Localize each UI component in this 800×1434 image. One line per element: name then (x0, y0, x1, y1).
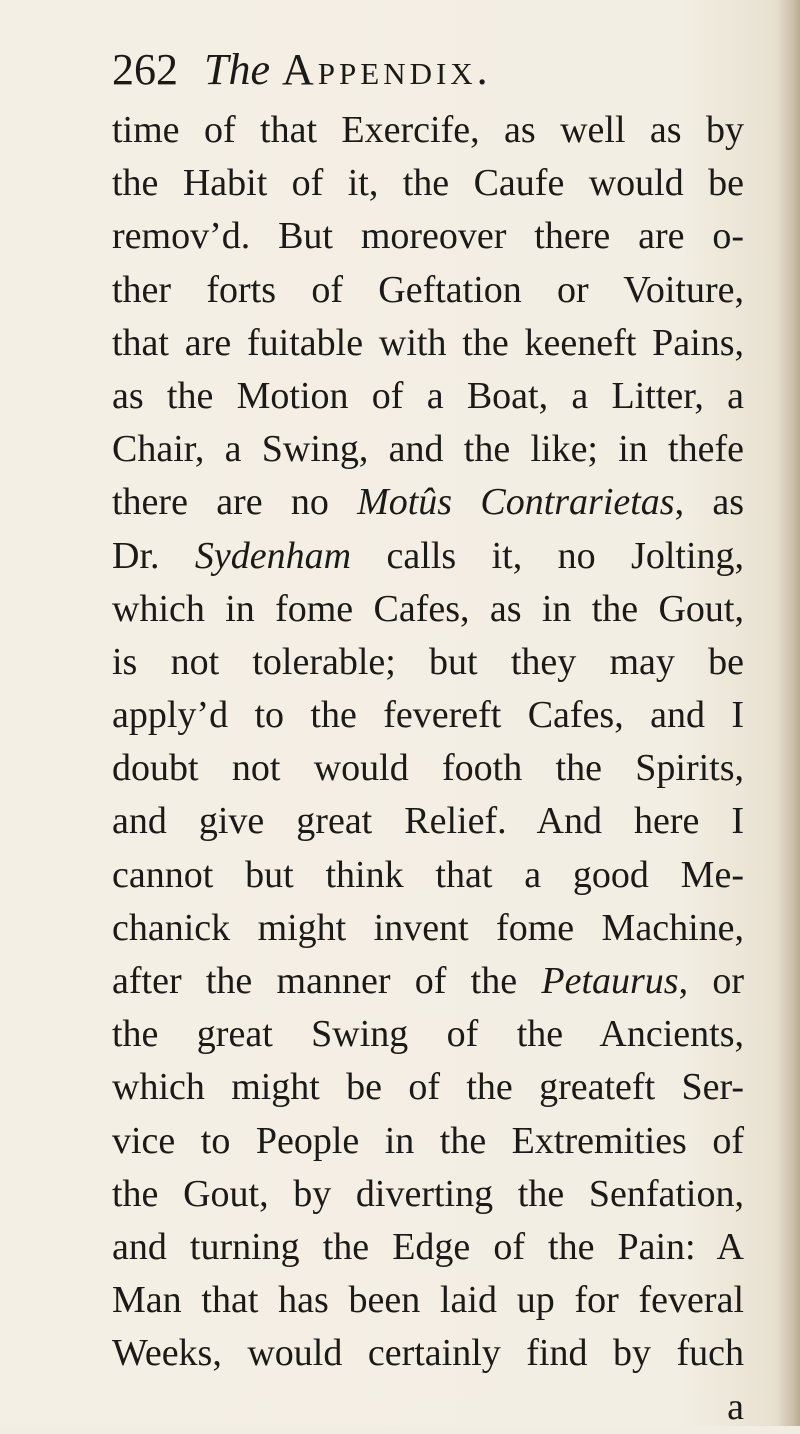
catchword: a (727, 1385, 744, 1428)
text-line: Chair, a Swing, and the like; in thefe (112, 428, 744, 471)
text-line: Man that has been laid up for feveral (112, 1279, 744, 1322)
text-line: ther forts of Geftation or Voiture, (112, 268, 744, 311)
text-line: cannot but think that a good Me- (112, 853, 744, 896)
text-line: is not tolerable; but they may be (112, 640, 744, 683)
body-text (112, 104, 744, 1434)
text-line: apply’d to the fevereft Cafes, and I (112, 694, 744, 737)
text-line: doubt not would footh the Spirits, (112, 747, 744, 790)
text-line: which might be of the greateft Ser- (112, 1066, 744, 1109)
text-line: Weeks, would certainly find by fuch (112, 1332, 744, 1375)
text-line: and turning the Edge of the Pain: A (112, 1225, 744, 1268)
text-line: and give great Relief. And here I (112, 800, 744, 843)
text-line: Dr. Sydenham calls it, no Jolting, (112, 534, 744, 577)
text-line: as the Motion of a Boat, a Litter, a (112, 374, 744, 417)
latin-term: Petaurus (541, 960, 679, 1002)
text-line: the Habit of it, the Caufe would be (112, 162, 744, 205)
running-header (112, 40, 732, 100)
text-line: after the manner of the Petaurus, or (112, 960, 745, 1002)
text-line: the great Swing of the Ancients, (112, 1013, 744, 1056)
text-line: which in fome Cafes, as in the Gout, (112, 587, 744, 630)
text-line: time of that Exercife, as well as by (112, 109, 744, 151)
author-name: Sydenham (194, 534, 352, 577)
latin-phrase: Motûs Contrarietas (357, 481, 675, 524)
page-edge-shadow (778, 0, 800, 1426)
page-number: 262 (112, 45, 178, 94)
text-line: the Gout, by diverting the Senfation, (112, 1172, 744, 1215)
header-title: Appendix. (282, 45, 492, 94)
text-line: vice to People in the Extremities of (112, 1119, 744, 1162)
header-article: The (204, 45, 270, 94)
text-line: remov’d. But moreover there are o- (112, 215, 744, 258)
text-line: that are fuitable with the keeneft Pains, (112, 321, 744, 364)
text-line: there are no Motûs Contrarietas, as (112, 481, 744, 524)
text-line: chanick might invent fome Machine, (112, 906, 744, 949)
